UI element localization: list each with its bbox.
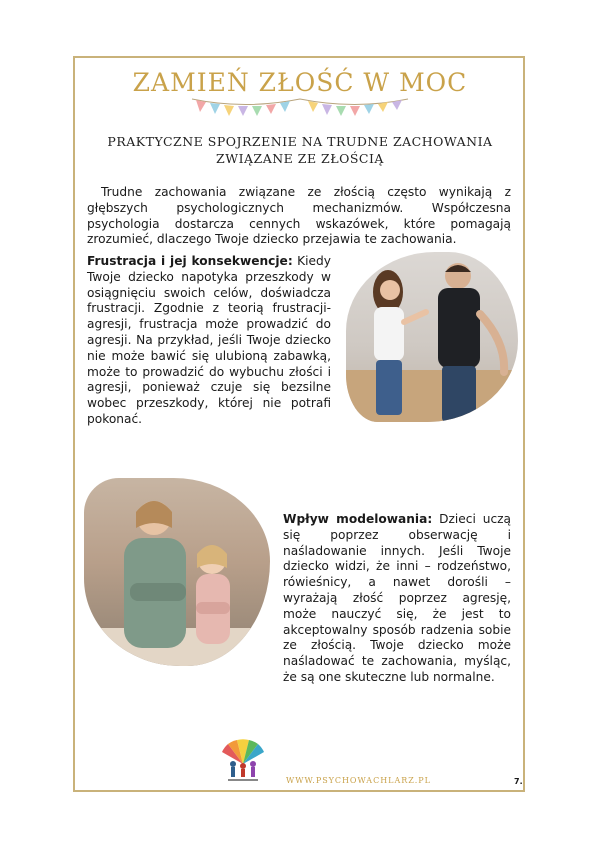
photo-arguing-couple [346, 252, 518, 422]
section-frustration [87, 254, 331, 428]
subtitle: PRAKTYCZNE SPOJRZENIE NA TRUDNE ZACHOWANIA ZWIĄZANE ZE ZŁOŚCIĄ [107, 134, 493, 166]
bunting-decoration [190, 96, 410, 118]
section-frustration-heading: Frustracja i jej konsekwencje: [87, 254, 293, 268]
section-frustration-body: Kiedy Twoje dziecko napotyka przeszkody w osiągnięciu swoich celów, doświadcza frustracji. Zgodnie z teorią frustracji-agresji, frustracja może prowadzić do agresji. Na przykład, jeśli Twoje dziecko nie może bawić się ulubioną zabawką, może to prowadzić do wybuchu złości i agresji, ponieważ czuje się bezsilne wobec przeszkody, której nie potrafi pokonać. [87, 254, 331, 426]
section-modeling-heading: Wpływ modelowania: [283, 512, 433, 526]
foundation-logo [218, 738, 268, 784]
page-title: ZAMIEŃ ZŁOŚĆ W MOC [132, 68, 468, 97]
footer-url: WWW.PSYCHOWACHLARZ.PL [286, 776, 431, 785]
section-modeling-body: Dzieci uczą się poprzez obserwację i naśladowanie innych. Jeśli Twoje dziecko widzi, że inni – rodzeństwo, rówieśnicy, a nawet dorośli – wyrażają złość poprzez agresję, może nauczyć się, że jest to akceptowalny sposób radzenia sobie ze złością. Twoje dziecko może naśladować te zachowania, myśląc, że są one skuteczne lub normalne. [283, 512, 512, 684]
page-number: 7. [514, 777, 523, 786]
intro-paragraph: Trudne zachowania związane ze złością często wynikają z głębszych psychologicznych mechanizmów. Współczesna psychologia dostarcza cennych wskazówek, które pomagają zrozumieć, dlaczego Twoje dziecko przejawia te zachowania. [87, 185, 511, 247]
section-modeling [283, 512, 511, 686]
photo-mother-daughter [84, 478, 270, 666]
